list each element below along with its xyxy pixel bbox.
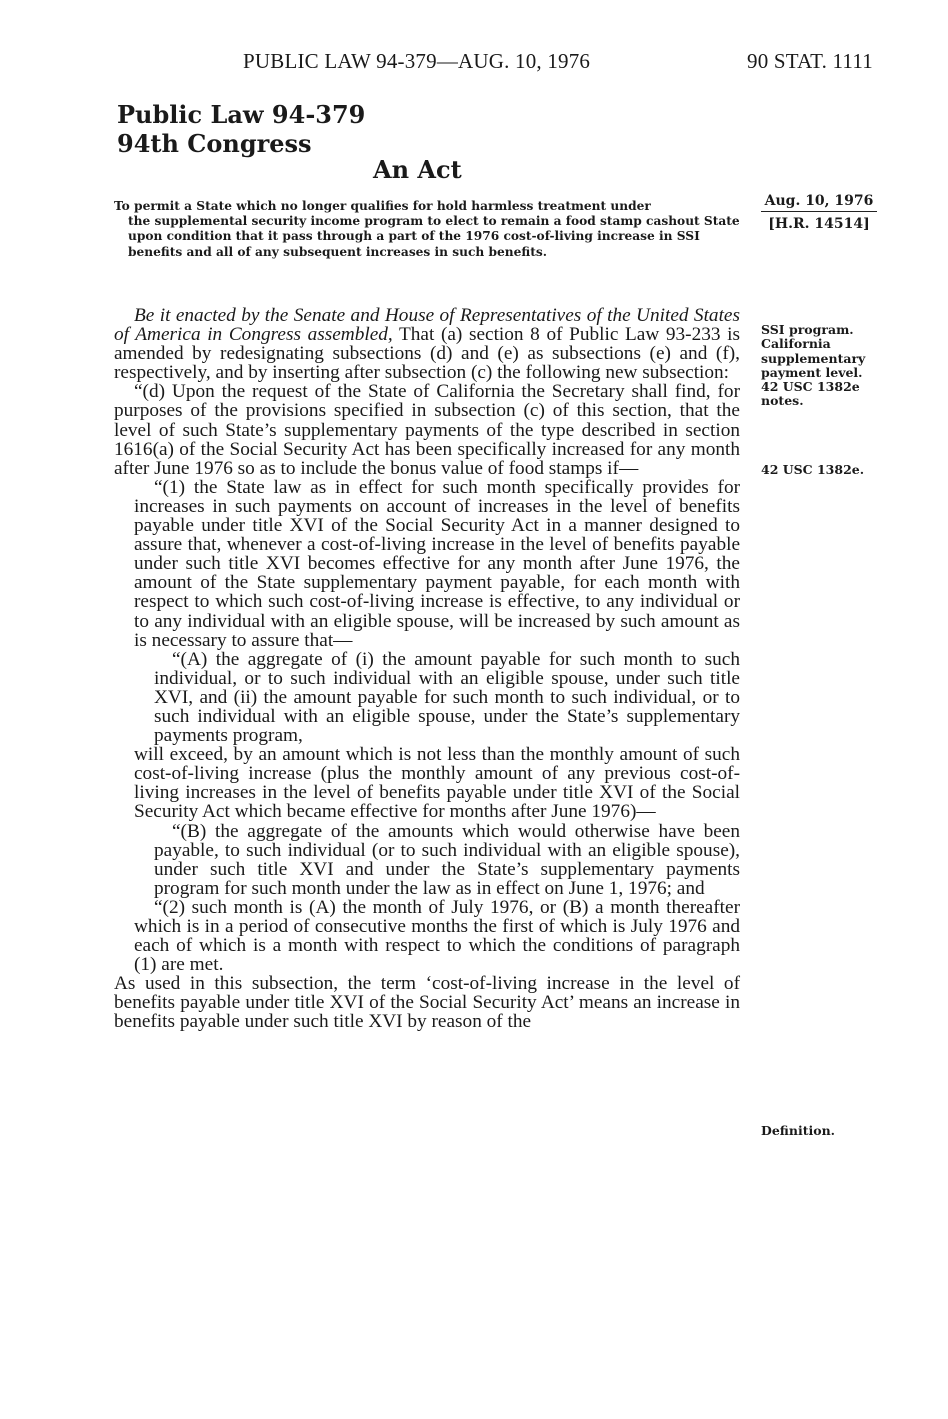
will-exceed-clause: will exceed, by an amount which is not less than the monthly amount of such cost-of-living increase (plus the monthly amount of any previous cost-of-living increases in the level of benefits payable under title XVI of the Social Security Act which became effective for months after June 1976)— (134, 744, 740, 823)
margin-note-line: supplementary (761, 350, 866, 366)
congress-number: 94th Congress (117, 129, 312, 158)
margin-note-line: 42 USC 1382e (761, 379, 860, 395)
stat-reference: 90 STAT. 1111 (747, 49, 873, 73)
section-8-amendment: That (a) section 8 of Public Law 93-233 is amended by redesignating subsections (d) and (e) as subsections (e) and (f), respectively, and by inserting after subsection (c) the following new subsection: (114, 324, 740, 384)
act-heading: An Act (373, 155, 462, 184)
subsection-d: “(d) Upon the request of the State of California the Secretary shall find, for purposes of the provisions specified in subsection (c) of this section, that the level of such State’s supplementary payments of the type described in section 1616(a) of the Social Security Act has been specifically increased for any month after June 1976 so as to include the bonus value of food stamps if— (114, 381, 740, 479)
subparagraph-b: “(B) the aggregate of the amounts which would otherwise have been payable, to such individual (or to such individual with an eligible spouse), under such title XVI and under the State’s supplementary payments program for such month under the law as in effect on June 1, 1976; and (154, 820, 740, 899)
approval-date-block (761, 193, 877, 232)
enacting-formula: Be it enacted by the Senate and House of Representatives of the United States of America in Congress assembled, (114, 305, 740, 346)
margin-note-line: notes. (761, 393, 804, 409)
act-body-text (114, 306, 740, 1032)
paragraph-2: “(2) such month is (A) the month of July 1976, or (B) a month thereafter which is in a period of consecutive months the first of which is July 1976 and each of which is a month with respect to which the conditions of paragraph (1) are met. (134, 896, 740, 976)
margin-note-ssi-program (761, 323, 881, 409)
running-header-title: PUBLIC LAW 94-379—AUG. 10, 1976 (243, 49, 591, 73)
public-law-number: Public Law 94-379 (117, 100, 366, 129)
approval-date: Aug. 10, 1976 (761, 193, 877, 212)
margin-note-usc-citation: 42 USC 1382e. (761, 462, 865, 477)
margin-note-line: California (761, 336, 831, 352)
act-summary (114, 199, 746, 260)
margin-note-definition: Definition. (761, 1123, 836, 1138)
summary-first-line: To permit a State which no longer qualifies for hold harmless treatment under (114, 199, 651, 213)
bill-number: [H.R. 14514] (768, 216, 870, 232)
enacting-clause (114, 306, 740, 382)
margin-note-line: payment level. (761, 364, 863, 380)
margin-note-line: SSI program. (761, 322, 854, 337)
definition-clause: As used in this subsection, the term ‘cost-of-living increase in the level of benefits payable under title XVI of the Social Security Act’ means an increase in benefits payable under such title XVI by reason of the (114, 973, 740, 1033)
summary-rest: the supplemental security income program to elect to remain a food stamp cashout State upon condition that it pass through a part of the 1976 cost-of-living increase in SSI benefits and all of any subsequent increases in such benefits. (128, 214, 740, 259)
paragraph-1: “(1) the State law as in effect for such month specifically provides for increases in such payments on account of increases in the level of benefits payable under title XVI of the Social Security Act in a manner designed to assure that, whenever a cost-of-living increase in the level of benefits payable under such title XVI becomes effective for any month after June 1976, the amount of the State supplementary payment payable, for each month with respect to which such cost-of-living increase is effective, to any individual or to any individual with an eligible spouse, will be increased by such amount as is necessary to assure that— (134, 476, 740, 651)
subparagraph-a: “(A) the aggregate of (i) the amount payable for such month to such individual, or to such individual with an eligible spouse, under such title XVI, and (ii) the amount payable for such month to such individual, or to such individual with an eligible spouse, under the State’s supplementary payments program, (154, 648, 740, 747)
